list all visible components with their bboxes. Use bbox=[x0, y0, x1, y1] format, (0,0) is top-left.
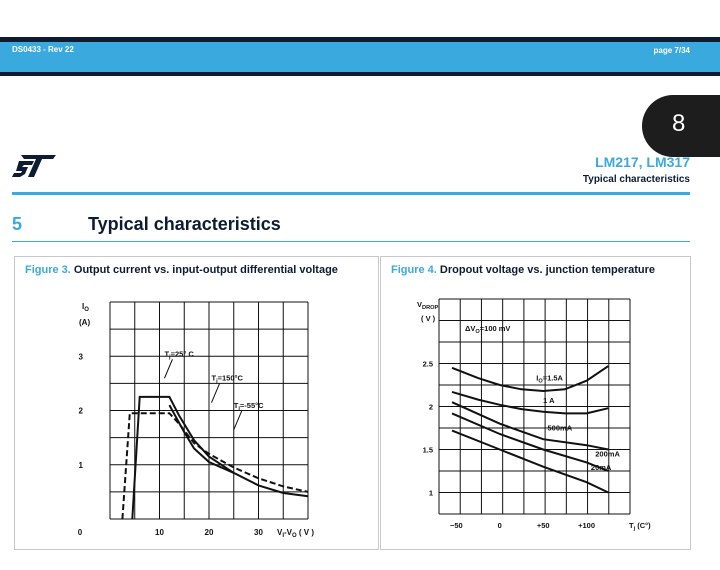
st-logo-icon bbox=[12, 155, 56, 177]
figure-3-panel bbox=[14, 256, 379, 550]
series-label: 1 A bbox=[543, 396, 555, 406]
y-axis-unit: ( V ) bbox=[421, 314, 436, 323]
section-rule bbox=[12, 241, 690, 242]
y-axis-label: $I_O$ bbox=[82, 302, 89, 313]
figure-4-chart bbox=[381, 257, 690, 549]
figure-3-label: Figure 3. bbox=[25, 264, 71, 276]
x-tick-label: 20 bbox=[204, 528, 214, 537]
y-tick-label: 2 bbox=[78, 406, 83, 416]
document-id: DS0433 - Rev 22 bbox=[12, 45, 74, 54]
figure-3-chart bbox=[15, 257, 378, 549]
series-label: $T_j=25^\circ$ C bbox=[164, 349, 194, 361]
series-label: 500mA bbox=[547, 423, 573, 433]
series-label: $T_j=-55^\circ C$ bbox=[233, 400, 264, 412]
test-condition-label: $\Delta V_O=100$ mV bbox=[465, 324, 511, 335]
series-label: $I_O=1.5A$ bbox=[536, 373, 563, 385]
section-title: Typical characteristics bbox=[88, 214, 281, 234]
figure-4-label: Figure 4. bbox=[391, 264, 437, 276]
y-tick-label: 1.5 bbox=[422, 445, 433, 455]
x-tick-label: 0 bbox=[497, 521, 502, 530]
x-axis-label: $V_I-V_O$ ( V ) bbox=[277, 528, 315, 539]
x-tick-label: +50 bbox=[536, 521, 550, 530]
x-tick-label: −50 bbox=[449, 521, 463, 530]
series-line-1 bbox=[452, 392, 608, 414]
series-line-0 bbox=[452, 366, 608, 391]
header-bar bbox=[0, 0, 720, 76]
header-blue-band bbox=[0, 42, 720, 72]
series-line-0 bbox=[132, 397, 308, 519]
x-tick-label: 30 bbox=[254, 528, 263, 537]
series-line-2 bbox=[122, 413, 308, 519]
y-tick-label: 2.5 bbox=[422, 359, 433, 369]
page-badge bbox=[642, 95, 720, 157]
figure-4-panel bbox=[380, 256, 691, 550]
series-label-leader bbox=[234, 411, 242, 430]
y-axis-label: $V_{DROP}$ bbox=[417, 300, 439, 311]
x-axis-label: $T_j$ (C°) bbox=[629, 521, 651, 532]
product-title: LM217, LM317 bbox=[595, 154, 690, 170]
figure-4-title: Dropout voltage vs. junction temperature bbox=[439, 264, 656, 276]
figure-3-title: Output current vs. input-output differential voltage bbox=[73, 264, 338, 276]
series-label: 20mA bbox=[590, 463, 612, 473]
x-tick-label: +100 bbox=[578, 521, 596, 530]
page-number: page 7/34 bbox=[653, 46, 690, 55]
y-axis-unit: (A) bbox=[79, 318, 91, 327]
x-tick-label: 0 bbox=[77, 528, 83, 537]
product-subtitle: Typical characteristics bbox=[582, 174, 690, 185]
y-tick-label: 2 bbox=[428, 402, 433, 412]
page-badge-number: 8 bbox=[672, 110, 686, 137]
header-stripe-bottom bbox=[0, 72, 720, 76]
series-label-leader bbox=[211, 384, 219, 403]
y-tick-label: 1 bbox=[428, 488, 433, 498]
series-label: 200mA bbox=[595, 449, 620, 459]
x-tick-label: 10 bbox=[155, 528, 164, 537]
section-number: 5 bbox=[12, 214, 23, 234]
series-label-leader bbox=[164, 359, 172, 378]
y-tick-label: 3 bbox=[78, 352, 83, 362]
y-tick-label: 1 bbox=[78, 460, 83, 470]
series-label: $T_j=150^\circ C$ bbox=[211, 373, 243, 385]
header-rule bbox=[12, 192, 690, 195]
